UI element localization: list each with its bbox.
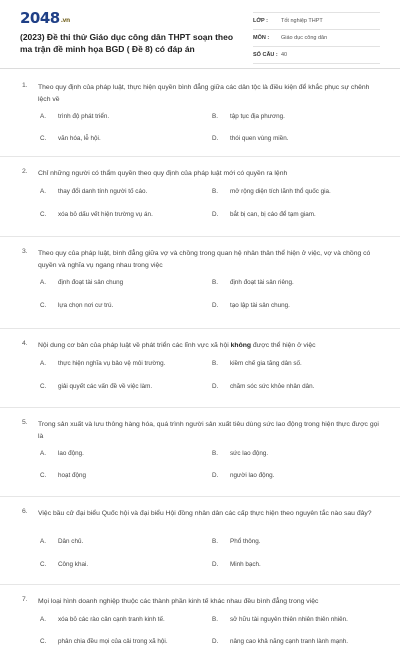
option-d[interactable] xyxy=(212,383,314,390)
question-text-emphasis: không xyxy=(230,342,252,349)
info-value-subject: Giáo dục công dân xyxy=(281,35,328,41)
option-text: lựa chọn nơi cư trú. xyxy=(58,302,114,309)
question-text: Trong sản xuất và lưu thông hàng hóa, quá trình người sản xuất tiêu dùng sức lao động trong hiện thực được gọi là xyxy=(38,421,379,440)
info-value-count: 40 xyxy=(281,52,288,58)
exam-title: (2023) Đề thi thử Giáo dục công dân THPT soạn theo ma trận đề minh họa BGD ( Đề 8) có đáp án xyxy=(20,32,234,54)
option-c[interactable] xyxy=(40,561,88,568)
option-text: thay đổi danh tính người tố cáo. xyxy=(58,188,148,195)
option-a[interactable] xyxy=(40,538,83,545)
question-text: Theo quy định của pháp luật, thực hiện quyền bình đẳng giữa các dân tộc là điều kiện để khắc phục sự chênh lệch về xyxy=(38,84,370,103)
option-letter: C. xyxy=(40,302,47,309)
option-b[interactable] xyxy=(212,113,285,120)
option-text: sức lao động. xyxy=(230,450,269,457)
option-c[interactable] xyxy=(40,135,101,142)
option-letter: C. xyxy=(40,135,47,142)
option-letter: B. xyxy=(212,616,218,623)
option-letter: A. xyxy=(40,279,46,286)
option-b[interactable] xyxy=(212,279,294,286)
option-text: hoạt động xyxy=(58,472,87,479)
option-a[interactable] xyxy=(40,360,165,367)
option-text: kiềm chế gia tăng dân số. xyxy=(230,360,302,367)
option-letter: B. xyxy=(212,450,218,457)
option-a[interactable] xyxy=(40,113,109,120)
option-text: phân chia đều mọi của cải trong xã hội. xyxy=(58,638,168,645)
option-b[interactable] xyxy=(212,360,302,367)
option-text: xóa bỏ các rào cản cạnh tranh kinh tế. xyxy=(58,616,165,623)
option-d[interactable] xyxy=(212,561,261,568)
question-7 xyxy=(0,594,400,664)
option-text: thực hiện nghĩa vụ bảo vệ môi trường. xyxy=(58,360,166,367)
option-letter: C. xyxy=(40,561,47,568)
option-a[interactable] xyxy=(40,279,123,286)
option-letter: C. xyxy=(40,472,47,479)
option-text: mở rộng diện tích lãnh thổ quốc gia. xyxy=(230,188,331,195)
option-text: Công khai. xyxy=(58,561,89,568)
option-b[interactable] xyxy=(212,450,268,457)
option-text: tạo lập tài sản chung. xyxy=(230,302,290,309)
option-d[interactable] xyxy=(212,135,288,142)
question-number: 2. xyxy=(22,168,28,175)
info-label-subject: MÔN : xyxy=(253,35,270,41)
option-letter: A. xyxy=(40,616,46,623)
option-letter: B. xyxy=(212,188,218,195)
option-text: định đoạt tài sản chung xyxy=(58,279,124,286)
option-text: lao động. xyxy=(58,450,84,457)
question-text-end: được thể hiện ở việc xyxy=(251,342,316,349)
info-label-count: SỐ CÂU : xyxy=(253,52,278,58)
option-d[interactable] xyxy=(212,302,290,309)
option-text: tập tục địa phương. xyxy=(230,113,285,120)
option-letter: C. xyxy=(40,211,47,218)
option-letter: D. xyxy=(212,472,219,479)
option-letter: B. xyxy=(212,538,218,545)
option-a[interactable] xyxy=(40,188,147,195)
option-text: bắt bị can, bị cáo để tạm giam. xyxy=(230,211,316,218)
info-row-grade xyxy=(253,12,380,30)
exam-info-table xyxy=(253,12,380,64)
page-header xyxy=(0,0,400,69)
question-3 xyxy=(0,246,400,329)
question-text xyxy=(38,340,383,352)
option-letter: D. xyxy=(212,211,219,218)
question-number: 5. xyxy=(22,419,28,426)
option-d[interactable] xyxy=(212,472,274,479)
info-row-count xyxy=(253,47,380,64)
question-number: 1. xyxy=(22,82,28,89)
option-letter: A. xyxy=(40,360,46,367)
option-letter: D. xyxy=(212,383,219,390)
question-list xyxy=(0,80,400,664)
option-text: Minh bạch. xyxy=(230,561,261,568)
option-text: sở hữu tài nguyên thiên nhiên thiên nhiên. xyxy=(230,616,348,623)
option-c[interactable] xyxy=(40,211,153,218)
question-number: 4. xyxy=(22,340,28,347)
info-label-grade: LỚP : xyxy=(253,18,268,24)
logo-text: 2048 xyxy=(20,9,60,27)
site-logo[interactable] xyxy=(20,9,70,27)
option-c[interactable] xyxy=(40,302,113,309)
question-text: Việc bầu cử đại biểu Quốc hội và đại biểu Hội đồng nhân dân các cấp thực hiện theo nguyên tắc nào sau đây? xyxy=(38,510,372,517)
question-number: 6. xyxy=(22,508,28,515)
info-row-subject xyxy=(253,30,380,47)
option-letter: C. xyxy=(40,638,47,645)
question-text: Theo quy của pháp luật, bình đẳng giữa vợ và chồng trong quan hệ nhân thân thể hiện ở việc, vợ và chồng có quyền và nghĩa vụ ngang nhau trong việc xyxy=(38,250,371,269)
option-letter: B. xyxy=(212,113,218,120)
option-letter: A. xyxy=(40,538,46,545)
option-a[interactable] xyxy=(40,616,165,623)
question-text: Chỉ những người có thẩm quyền theo quy định của pháp luật mới có quyền ra lệnh xyxy=(38,170,288,177)
info-value-grade: Tốt nghiệp THPT xyxy=(281,18,323,24)
option-text: người lao động. xyxy=(230,472,275,479)
option-a[interactable] xyxy=(40,450,84,457)
option-text: xóa bỏ dấu vết hiện trường vụ án. xyxy=(58,211,153,218)
question-text-start: Nội dung cơ bản của pháp luật về phát triển các lĩnh vực xã hội xyxy=(38,342,231,349)
option-b[interactable] xyxy=(212,538,260,545)
option-text: trình độ phát triển. xyxy=(58,113,110,120)
option-text: giải quyết các vấn đề về việc làm. xyxy=(58,383,153,390)
option-text: văn hóa, lễ hội. xyxy=(58,135,101,142)
option-d[interactable] xyxy=(212,211,316,218)
option-letter: A. xyxy=(40,188,46,195)
option-text: định đoạt tài sản riêng. xyxy=(230,279,294,286)
option-c[interactable] xyxy=(40,383,152,390)
question-5 xyxy=(0,417,400,497)
option-b[interactable] xyxy=(212,616,348,623)
option-text: Dân chủ. xyxy=(58,538,84,545)
option-letter: D. xyxy=(212,561,219,568)
option-letter: A. xyxy=(40,450,46,457)
question-number: 3. xyxy=(22,248,28,255)
question-2 xyxy=(0,166,400,237)
option-text: chăm sóc sức khỏe nhân dân. xyxy=(230,383,315,390)
question-6 xyxy=(0,506,400,585)
option-letter: B. xyxy=(212,279,218,286)
question-4 xyxy=(0,338,400,408)
option-text: Phổ thông. xyxy=(230,538,261,545)
option-letter: C. xyxy=(40,383,47,390)
option-letter: D. xyxy=(212,638,219,645)
option-text: nâng cao khả năng cạnh tranh lành mạnh. xyxy=(230,638,348,645)
option-letter: D. xyxy=(212,302,219,309)
logo-suffix: .vn xyxy=(60,17,70,24)
option-c[interactable] xyxy=(40,638,168,645)
option-text: thói quen vùng miền. xyxy=(230,135,289,142)
option-letter: D. xyxy=(212,135,219,142)
option-b[interactable] xyxy=(212,188,331,195)
option-d[interactable] xyxy=(212,638,348,645)
option-letter: A. xyxy=(40,113,46,120)
option-c[interactable] xyxy=(40,472,86,479)
question-number: 7. xyxy=(22,596,28,603)
question-1 xyxy=(0,80,400,157)
question-text: Mọi loại hình doanh nghiệp thuộc các thành phần kinh tế khác nhau đều bình đẳng trong việc xyxy=(38,598,319,605)
option-letter: B. xyxy=(212,360,218,367)
